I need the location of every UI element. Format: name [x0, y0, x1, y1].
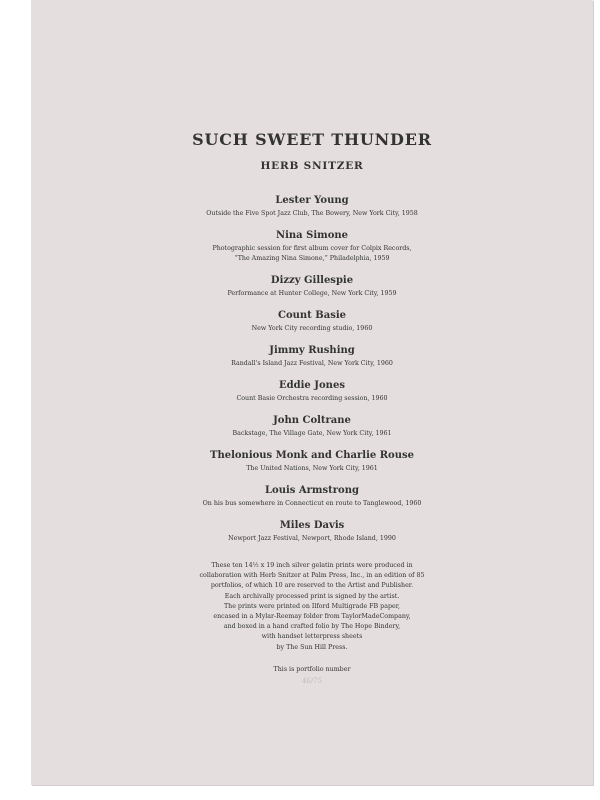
print-subject: Dizzy Gillespie: [270, 275, 354, 286]
print-caption: New York City recording studio, 1960: [251, 325, 373, 332]
print-caption: Randall's Island Jazz Festival, New York City, 1960: [231, 360, 393, 367]
portfolio-number-label: This is portfolio number: [273, 665, 351, 673]
print-caption: Count Basie Orchestra recording session, 1960: [236, 395, 388, 402]
colophon-line: and boxed in a hand crafted folio by The Hope Bindery,: [223, 623, 401, 631]
colophon-line: collaboration with Herb Snitzer at Palm Press, Inc., in an edition of 85: [199, 572, 425, 580]
print-entry: [31, 449, 593, 474]
colophon-line: encased in a Mylar-Reemay folder from TaylorMadeCompany,: [213, 613, 411, 621]
colophon: [31, 561, 593, 653]
colophon-line: Each archivally processed print is signed by the artist.: [224, 592, 400, 600]
print-entry: [31, 309, 593, 334]
print-subject: Miles Davis: [279, 520, 345, 531]
colophon-line: with handset letterpress sheets: [261, 633, 363, 641]
print-entry: [31, 229, 593, 264]
portfolio-title: SUCH SWEET THUNDER: [192, 130, 432, 149]
print-subject: Jimmy Rushing: [269, 345, 355, 356]
print-caption: Backstage, The Village Gate, New York City, 1961: [232, 430, 392, 437]
print-subject: Nina Simone: [275, 230, 349, 241]
print-entry: [31, 379, 593, 404]
print-subject: Thelonious Monk and Charlie Rouse: [210, 450, 414, 461]
print-caption: On his bus somewhere in Connecticut en route to Tanglewood, 1960: [202, 500, 422, 507]
colophon-line: portfolios, of which 10 are reserved to the Artist and Publisher.: [210, 582, 414, 590]
print-entry: [31, 484, 593, 509]
caption-line: “The Amazing Nina Simone,” Philadelphia, 1959: [234, 255, 390, 262]
print-subject: John Coltrane: [273, 415, 351, 426]
print-caption: Newport Jazz Festival, Newport, Rhode Island, 1990: [228, 535, 396, 542]
print-list: [31, 194, 593, 544]
print-caption: Outside the Five Spot Jazz Club, The Bowery, New York City, 1958: [206, 210, 418, 217]
caption-line: Photographic session for first album cover for Colpix Records,: [212, 245, 412, 252]
sheet-content: [31, 130, 593, 686]
print-caption: Performance at Hunter College, New York City, 1959: [227, 290, 397, 297]
letterpress-sheet: [31, 0, 593, 785]
print-subject: Lester Young: [275, 195, 349, 206]
print-entry: [31, 344, 593, 369]
print-caption: The United Nations, New York City, 1961: [246, 465, 378, 472]
handwritten-portfolio-number: 46/75: [301, 676, 323, 685]
print-subject: Louis Armstrong: [265, 485, 359, 496]
colophon-line: The prints were printed on Ilford Multigrade FB paper,: [223, 602, 401, 610]
print-caption: [31, 244, 593, 264]
author-name: HERB SNITZER: [260, 160, 364, 172]
print-subject: Eddie Jones: [279, 380, 345, 391]
print-entry: [31, 274, 593, 299]
colophon-line: by The Sun Hill Press.: [276, 643, 348, 651]
colophon-line: These ten 14½ x 19 inch silver gelatin prints were produced in: [211, 562, 413, 569]
print-entry: [31, 414, 593, 439]
print-entry: [31, 519, 593, 544]
print-entry: [31, 194, 593, 219]
print-subject: Count Basie: [278, 310, 346, 321]
